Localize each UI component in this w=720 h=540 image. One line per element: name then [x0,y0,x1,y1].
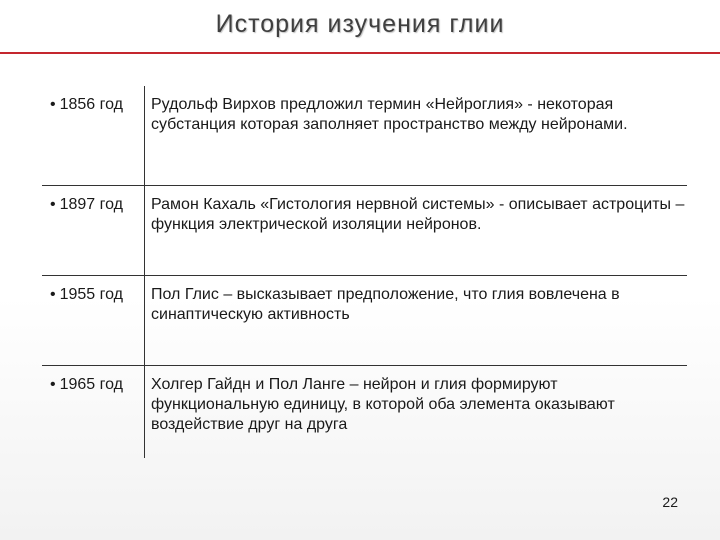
bullet-icon: • [50,196,56,213]
timeline-row [42,185,687,275]
timeline-description: Пол Глис – высказывает предположение, что глия вовлечена в синаптическую активность [144,276,687,365]
timeline-row [42,275,687,365]
title-divider [0,52,720,54]
bullet-icon: • [50,376,56,393]
timeline-description: Рамон Кахаль «Гистология нервной системы» - описывает астроциты – функция электрической изоляции нейронов. [144,186,687,275]
timeline-year-cell [42,276,144,365]
timeline-table [42,86,687,458]
timeline-year: 1965 год [59,376,124,393]
page-number: 22 [662,494,678,510]
timeline-year: 1856 год [59,96,124,113]
timeline-year: 1955 год [59,286,124,303]
timeline-row [42,86,687,185]
bullet-icon: • [50,286,56,303]
timeline-year-cell [42,366,144,458]
timeline-year-cell [42,186,144,275]
timeline-year-cell [42,86,144,185]
timeline-year: 1897 год [59,196,124,213]
timeline-description: Холгер Гайдн и Пол Ланге – нейрон и глия формируют функциональную единицу, в которой оба элемента оказывают воздействие друг на друга [144,366,687,458]
slide-title: История изучения глии [215,10,505,38]
timeline-row [42,365,687,458]
timeline-description: Рудольф Вирхов предложил термин «Нейроглия» - некоторая субстанция которая заполняет пространство между нейронами. [144,86,687,185]
bullet-icon: • [50,96,56,113]
